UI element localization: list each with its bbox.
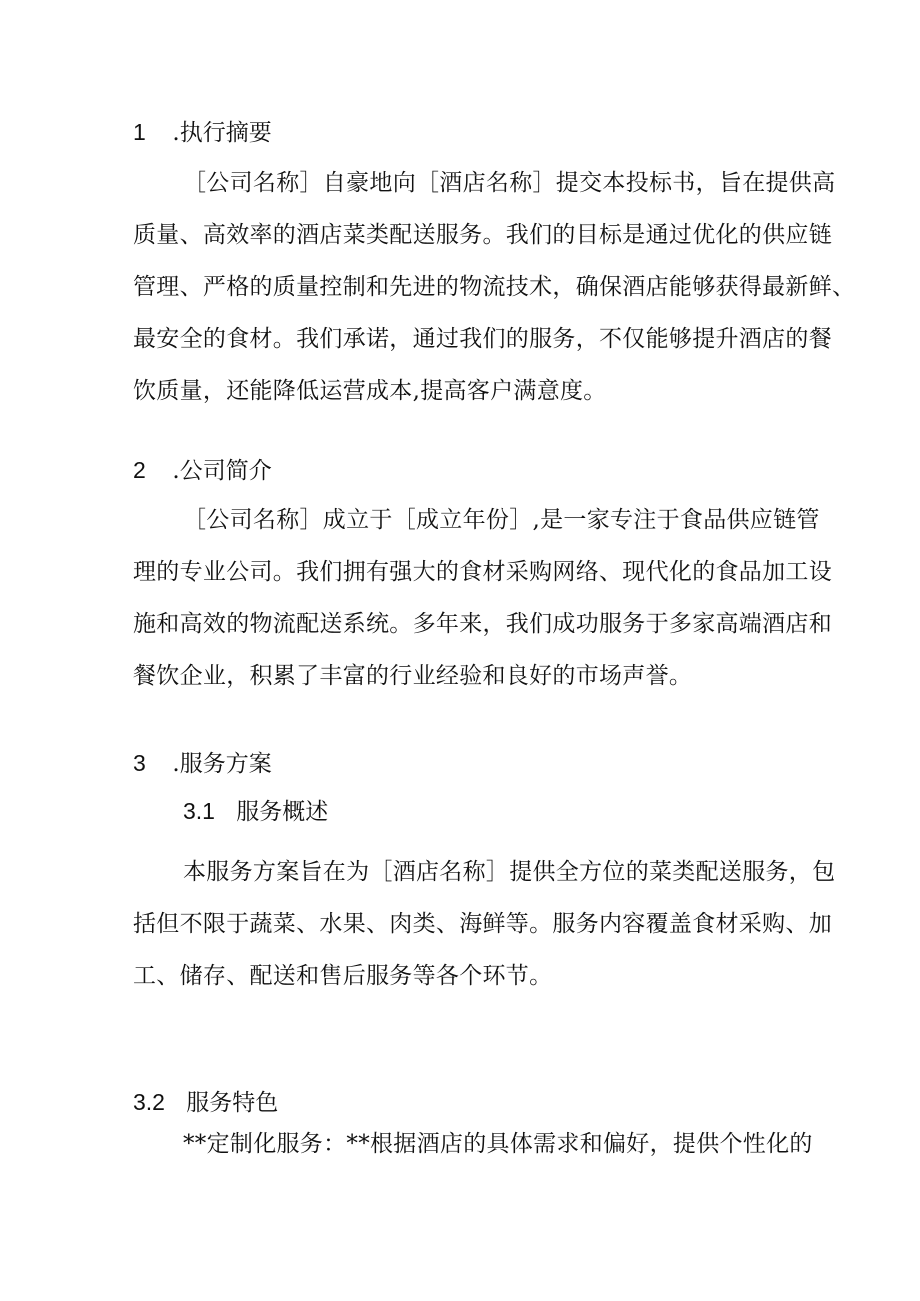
paragraph-line: 管理、严格的质量控制和先进的物流技术，确保酒店能够获得最新鲜、	[133, 274, 856, 300]
subsection-3-1-heading	[183, 797, 328, 826]
paragraph-line: ［公司名称］成立于［成立年份］,是一家专注于食品供应链管	[183, 507, 820, 533]
subsection-number: 3.2	[133, 1089, 165, 1115]
paragraph-line: ［公司名称］自豪地向［酒店名称］提交本投标书，旨在提供高	[183, 170, 836, 196]
section-title: .执行摘要	[172, 120, 272, 146]
section-number: 3	[133, 750, 146, 776]
paragraph-line: 质量、高效率的酒店菜类配送服务。我们的目标是通过优化的供应链	[133, 222, 832, 248]
section-number: 2	[133, 457, 146, 483]
section-title: .公司简介	[172, 458, 272, 484]
paragraph-line: 最安全的食材。我们承诺，通过我们的服务，不仅能够提升酒店的餐	[133, 326, 832, 352]
subsection-title: 服务特色	[186, 1090, 279, 1116]
paragraph-line: 理的专业公司。我们拥有强大的食材采购网络、现代化的食品加工设	[133, 559, 832, 585]
subsection-3-2-heading	[133, 1088, 278, 1117]
section-title: .服务方案	[172, 751, 272, 777]
section-number: 1	[133, 119, 146, 145]
paragraph-line: 工、储存、配送和售后服务等各个环节。	[133, 963, 553, 989]
paragraph-line: 饮质量，还能降低运营成本,提高客户满意度。	[133, 378, 607, 404]
subsection-number: 3.1	[183, 798, 215, 824]
subsection-title: 服务概述	[236, 799, 329, 825]
section-3-heading	[133, 749, 272, 778]
section-2-heading	[133, 456, 272, 485]
paragraph-line: 餐饮企业，积累了丰富的行业经验和良好的市场声誉。	[133, 663, 693, 689]
section-2-paragraph	[133, 494, 832, 702]
paragraph-line: 括但不限于蔬菜、水果、肉类、海鲜等。服务内容覆盖食材采购、加	[133, 911, 832, 937]
paragraph-line: **定制化服务：**根据酒店的具体需求和偏好，提供个性化的	[183, 1131, 813, 1157]
paragraph-line: 本服务方案旨在为［酒店名称］提供全方位的菜类配送服务，包	[183, 859, 836, 885]
subsection-3-1-paragraph	[133, 846, 836, 1002]
paragraph-line: 施和高效的物流配送系统。多年来，我们成功服务于多家高端酒店和	[133, 611, 832, 637]
section-1-paragraph	[133, 157, 856, 417]
subsection-3-2-paragraph	[133, 1118, 813, 1170]
section-1-heading	[133, 118, 272, 147]
